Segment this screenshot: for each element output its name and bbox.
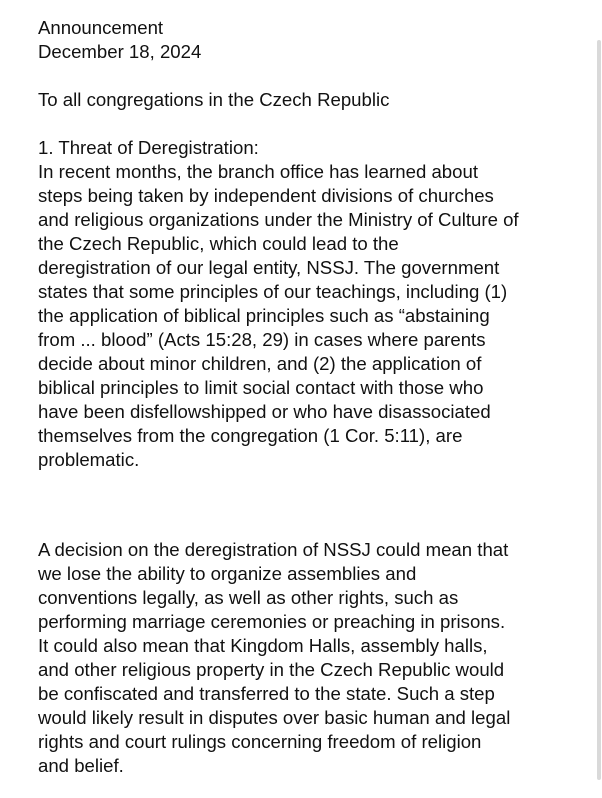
paragraph-line: themselves from the congregation (1 Cor. 5:11), are xyxy=(38,425,463,446)
paragraph-line: steps being taken by independent divisions of churches xyxy=(38,185,494,206)
paragraph-line: have been disfellowshipped or who have disassociated xyxy=(38,401,491,422)
salutation: To all congregations in the Czech Republic xyxy=(38,89,390,110)
paragraph-line: deregistration of our legal entity, NSSJ. The government xyxy=(38,257,500,278)
paragraph-line: states that some principles of our teachings, including (1) xyxy=(38,281,508,302)
paragraph-line: would likely result in disputes over basic human and legal xyxy=(38,707,511,728)
paragraph-line: problematic. xyxy=(38,449,140,470)
paragraph-line: performing marriage ceremonies or preaching in prisons. xyxy=(38,611,506,632)
paragraph-line: It could also mean that Kingdom Halls, assembly halls, xyxy=(38,635,488,656)
paragraph-line: and other religious property in the Czech Republic would xyxy=(38,659,505,680)
paragraph-line: biblical principles to limit social contact with those who xyxy=(38,377,484,398)
section-heading: 1. Threat of Deregistration: xyxy=(38,137,259,158)
spacer xyxy=(38,64,598,88)
paragraph-line: the Czech Republic, which could lead to the xyxy=(38,233,399,254)
paragraph-line: we lose the ability to organize assemblies and xyxy=(38,563,417,584)
paragraph-line: A decision on the deregistration of NSSJ could mean that xyxy=(38,539,509,560)
paragraph-line: and belief. xyxy=(38,755,124,776)
paragraph-line: be confiscated and transferred to the state. Such a step xyxy=(38,683,495,704)
paragraph-line: and religious organizations under the Ministry of Culture of xyxy=(38,209,519,230)
spacer xyxy=(38,112,598,136)
paragraph-line: conventions legally, as well as other rights, such as xyxy=(38,587,459,608)
scrollbar[interactable] xyxy=(597,40,601,780)
paragraph-line: rights and court rulings concerning freedom of religion xyxy=(38,731,482,752)
document-date: December 18, 2024 xyxy=(38,41,202,62)
paragraph-line: decide about minor children, and (2) the application of xyxy=(38,353,482,374)
spacer xyxy=(38,472,598,538)
document-title: Announcement xyxy=(38,17,164,38)
paragraph-line: In recent months, the branch office has learned about xyxy=(38,161,478,182)
document-body xyxy=(38,16,598,778)
paragraph-line: from ... blood” (Acts 15:28, 29) in cases where parents xyxy=(38,329,486,350)
paragraph-line: the application of biblical principles such as “abstaining xyxy=(38,305,490,326)
